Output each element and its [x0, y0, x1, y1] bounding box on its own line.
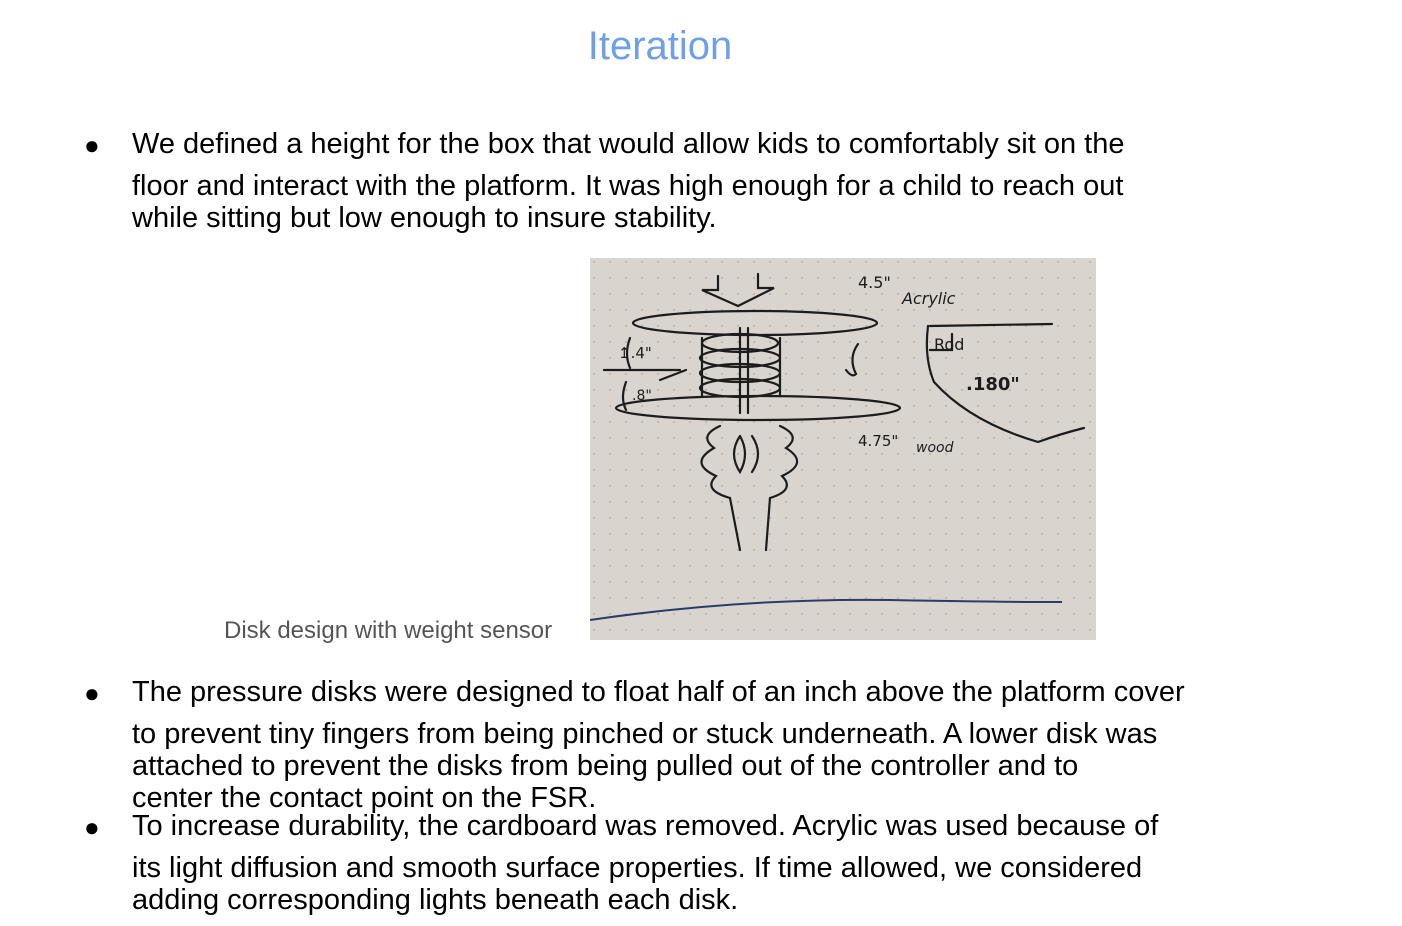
bullet-dot: ● [84, 130, 100, 160]
figure-caption: Disk design with weight sensor [224, 617, 553, 644]
slide-title: Iteration [587, 24, 733, 68]
sketch-drawing [590, 258, 1096, 640]
sketch-label-top-dim: 4.5" [858, 273, 891, 292]
bullet-dot: ● [84, 678, 100, 708]
bullet-paragraph [132, 676, 1185, 814]
sketch-label-rod-dim: .180" [966, 374, 1020, 395]
paragraph-line: attached to prevent the disks from being pulled out of the controller and to [132, 750, 1079, 782]
paragraph-line: To increase durability, the cardboard was removed. Acrylic was used because of [132, 810, 1159, 842]
paragraph-line: We defined a height for the box that would allow kids to comfortably sit on the [132, 128, 1125, 160]
sketch-label-bottom-dim: 4.75" [858, 432, 899, 450]
paragraph-line: center the contact point on the FSR. [132, 782, 597, 814]
paragraph-line: adding corresponding lights beneath each disk. [132, 884, 739, 916]
sketch-label-left-dim-1: ↥.4" [618, 344, 652, 362]
sketch-label-material-bottom: wood [916, 440, 954, 456]
bullet-dot: ● [84, 812, 100, 842]
paragraph-line: while sitting but low enough to insure stability. [132, 202, 717, 234]
bullet-paragraph [132, 810, 1158, 916]
paragraph-line: The pressure disks were designed to float half of an inch above the platform cover [132, 676, 1185, 708]
paragraph-line: to prevent tiny fingers from being pinched or stuck underneath. A lower disk was [132, 718, 1158, 750]
sketch-photo [590, 258, 1096, 640]
sketch-label-rod: Rod [934, 335, 965, 354]
paragraph-line: its light diffusion and smooth surface properties. If time allowed, we considered [132, 852, 1143, 884]
bullet-paragraph [132, 128, 1124, 234]
paragraph-line: floor and interact with the platform. It was high enough for a child to reach out [132, 170, 1124, 202]
sketch-label-left-dim-2: .8" [632, 388, 652, 404]
sketch-label-material-top: Acrylic [902, 289, 956, 308]
